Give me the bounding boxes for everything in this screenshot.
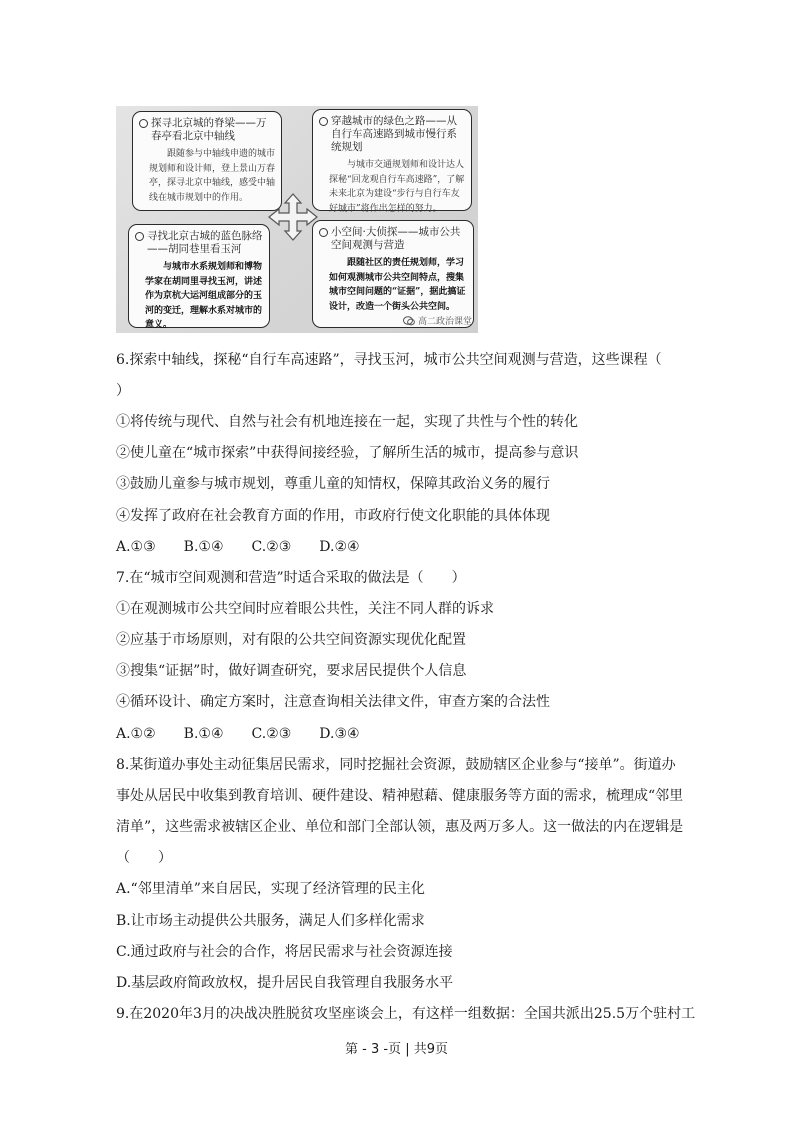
- watermark-text: 高二政治课堂: [417, 317, 472, 327]
- q8-stem-blank: （ ）: [116, 850, 172, 866]
- course-card-bike: [312, 109, 472, 214]
- q8-stem-line-1: 8.某街道办事处主动征集居民需求，同时挖掘社会资源，鼓励辖区企业参与“接单”。街道办: [116, 757, 676, 773]
- q7-statement-1: ①在观测城市公共空间时应着眼公共性，关注不同人群的诉求: [116, 601, 494, 617]
- q8-option-d: D.基层政府简政放权，提升居民自我管理自我服务水平: [116, 975, 454, 991]
- card-title: 探寻北京城的脊梁——万春亭看北京中轴线: [151, 117, 267, 142]
- q6-statement-1: ①将传统与现代、自然与社会有机地连接在一起，实现了共性与个性的转化: [116, 414, 578, 430]
- q6-statement-3: ③鼓励儿童参与城市规划，尊重儿童的知情权，保障其政治义务的履行: [116, 476, 550, 492]
- q6-options: A.①③ B.①④ C.②③ D.②④: [116, 539, 360, 555]
- q6-stem: 6.探索中轴线，探秘“自行车高速路”，寻找玉河，城市公共空间观测与营造，这些课程（: [116, 352, 662, 368]
- q7-options: A.①② B.①④ C.②③ D.③④: [116, 726, 360, 742]
- q6-stem-end: ）: [116, 383, 130, 399]
- q8-option-b: B.让市场主动提供公共服务，满足人们多样化需求: [116, 913, 425, 929]
- card-title: 小空间·大侦探——城市公共空间观测与营造: [331, 226, 461, 251]
- q8-stem-line-2: 事处从居民中收集到教育培训、硬件建设、精神慰藉、健康服务等方面的需求，梳理成“邻里: [116, 788, 684, 804]
- q7-stem: 7.在“城市空间观测和营造”时适合采取的做法是（ ）: [116, 570, 466, 586]
- card-body: 跟随参与中轴线申遗的城市规划师和设计师，登上景山万春亭，探寻北京中轴线，感受中轴线在城市规划中的作用。: [149, 149, 276, 203]
- bullet-icon: [139, 119, 148, 128]
- course-card-river: [128, 224, 270, 328]
- card-title: 穿越城市的绿色之路——从自行车高速路到城市慢行系统规划: [331, 115, 457, 153]
- q7-statement-2: ②应基于市场原则，对有限的公共空间资源实现优化配置: [116, 632, 466, 648]
- q6-statement-2: ②使儿童在“城市探索”中获得间接经验，了解所生活的城市，提高参与意识: [116, 445, 579, 461]
- course-card-space: [312, 220, 474, 328]
- card-body: 跟随社区的责任规划师，学习如何观测城市公共空间特点，搜集城市空间问题的“证据”，据此搞证设计，改造一个街头公共空间。: [329, 258, 466, 312]
- bullet-icon: [319, 117, 328, 126]
- q9-stem: 9.在2020年3月的决战决胜脱贫攻坚座谈会上，有这样一组数据：全国共派出25.5万个驻村工: [116, 1006, 696, 1022]
- card-body: 与城市水系规划师和博物学家在胡同里寻找玉河，讲述作为京杭大运河组成部分的玉河的变迁，理解水系对城市的意义。: [145, 262, 263, 330]
- watermark: [403, 314, 472, 327]
- q8-option-a: A.“邻里清单”来自居民，实现了经济管理的民主化: [116, 881, 425, 897]
- course-card-axis: [132, 111, 282, 211]
- card-body: 与城市交通规划师和设计达人探秘“回龙观自行车高速路”，了解未来北京为建设“步行与自行车友好城市”将作出怎样的努力。: [329, 160, 465, 214]
- q7-statement-4: ④循环设计、确定方案时，注意查询相关法律文件，审查方案的合法性: [116, 694, 550, 710]
- q8-option-c: C.通过政府与社会的合作，将居民需求与社会资源连接: [116, 944, 453, 960]
- card-title: 寻找北京古城的蓝色脉络——胡同巷里看玉河: [147, 230, 263, 255]
- course-figure: [116, 106, 478, 333]
- bullet-icon: [135, 232, 144, 241]
- q6-statement-4: ④发挥了政府在社会教育方面的作用，市政府行使文化职能的具体体现: [116, 508, 550, 524]
- page-footer: 第 - 3 -页 | 共9页: [345, 1042, 448, 1057]
- bullet-icon: [319, 228, 328, 237]
- q8-stem-line-3: 清单”，这些需求被辖区企业、单位和部门全部认领，惠及两万多人。这一做法的内在逻辑是: [116, 819, 684, 835]
- wechat-icon: [403, 316, 415, 326]
- four-way-arrow-icon: [266, 192, 320, 242]
- q7-statement-3: ③搜集“证据”时，做好调查研究，要求居民提供个人信息: [116, 663, 467, 679]
